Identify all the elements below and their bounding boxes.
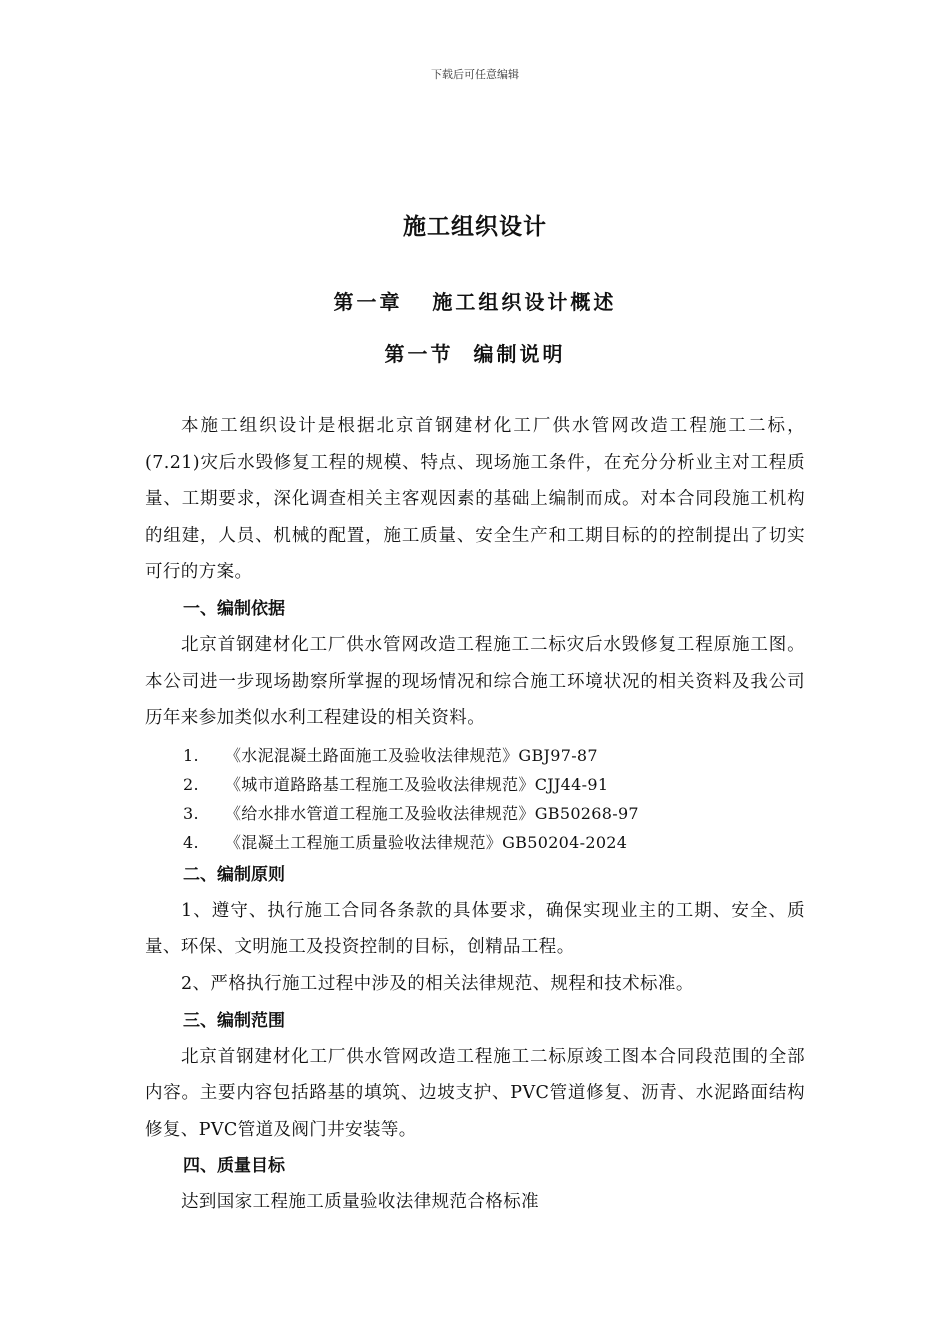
reference-number: 3. — [183, 803, 199, 823]
scope-paragraph: 北京首钢建材化工厂供水管网改造工程施工二标原竣工图本合同段范围的全部内容。主要内容包括路基的填筑、边坡支护、PVC管道修复、沥青、水泥路面结构修复、PVC管道及阀门井安装等。 — [145, 1046, 805, 1140]
reference-text: 《给水排水管道工程施工及验收法律规范》GB50268-97 — [225, 803, 639, 823]
reference-text: 《水泥混凝土路面施工及验收法律规范》GBJ97-87 — [225, 745, 598, 765]
reference-number: 1. — [183, 745, 199, 765]
reference-list — [145, 741, 805, 857]
header-note: 下载后可任意编辑 — [431, 68, 519, 81]
basis-heading: 一、编制依据 — [183, 598, 285, 619]
section-title: 第一节 编制说明 — [384, 342, 566, 366]
principle-item: 2、严格执行施工过程中涉及的相关法律规范、规程和技术标准。 — [181, 973, 694, 994]
reference-text: 《混凝土工程施工质量验收法律规范》GB50204-2024 — [225, 832, 628, 852]
reference-text: 《城市道路路基工程施工及验收法律规范》CJJ44-91 — [225, 774, 609, 794]
quality-heading: 四、质量目标 — [183, 1156, 285, 1177]
reference-number: 4. — [183, 832, 199, 852]
intro-paragraph: 本施工组织设计是根据北京首钢建材化工厂供水管网改造工程施工二标，(7.21)灾后水毁修复工程的规模、特点、现场施工条件，在充分分析业主对工程质量、工期要求，深化调查相关主客观因素的基础上编制而成。对本合同段施工机构的组建，人员、机械的配置，施工质量、安全生产和工期目标的的控制提出了切实可行的方案。 — [145, 416, 805, 583]
scope-heading: 三、编制范围 — [183, 1010, 285, 1031]
basis-paragraph: 北京首钢建材化工厂供水管网改造工程施工二标灾后水毁修复工程原施工图。本公司进一步现场勘察所掌握的现场情况和综合施工环境状况的相关资料及我公司历年来参加类似水利工程建设的相关资料。 — [145, 634, 805, 729]
quality-paragraph: 达到国家工程施工质量验收法律规范合格标准 — [181, 1192, 539, 1213]
principle-item: 1、遵守、执行施工合同各条款的具体要求，确保实现业主的工期、安全、质量、环保、文明施工及投资控制的目标，创精品工程。 — [145, 900, 805, 958]
reference-item — [145, 828, 805, 857]
reference-item — [145, 770, 805, 799]
reference-number: 2. — [183, 774, 199, 794]
principles-heading: 二、编制原则 — [183, 864, 285, 885]
reference-item — [145, 741, 805, 770]
reference-item — [145, 799, 805, 828]
document-title: 施工组织设计 — [403, 214, 547, 240]
chapter-title: 第一章 施工组织设计概述 — [333, 290, 617, 314]
document-body — [145, 408, 805, 1221]
